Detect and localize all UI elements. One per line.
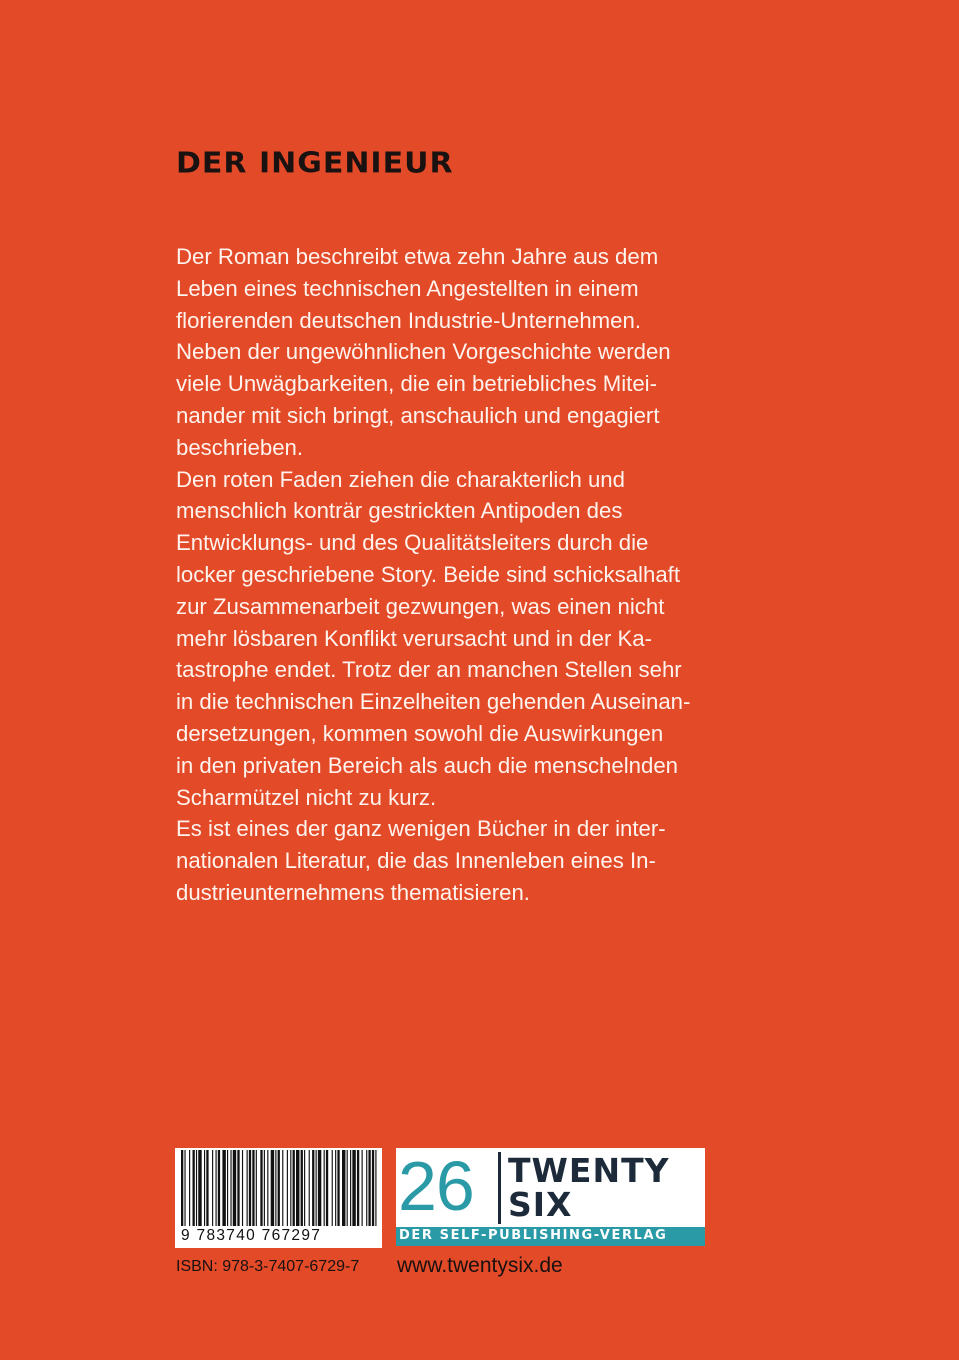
blurb-line: menschlich konträr gestrickten Antipoden des xyxy=(176,498,623,524)
blurb-line: beschrieben. xyxy=(176,434,304,460)
blurb-line: in die technischen Einzelheiten gehenden Auseinan- xyxy=(176,689,691,715)
barcode-bars-icon xyxy=(175,1148,382,1228)
blurb-line: Der Roman beschreibt etwa zehn Jahre aus dem xyxy=(176,244,659,269)
blurb-line: nander mit sich bringt, anschaulich und engagiert xyxy=(176,402,660,428)
blurb-line: viele Unwägbarkeiten, die ein betriebliches Mitei- xyxy=(176,371,657,397)
blurb-line: locker geschriebene Story. Beide sind schicksalhaft xyxy=(176,561,680,587)
logo-word-six: SIX xyxy=(508,1185,573,1224)
blurb-line: Scharmützel nicht zu kurz. xyxy=(176,784,437,810)
barcode xyxy=(175,1148,382,1248)
publisher-url: www.twentysix.de xyxy=(397,1254,563,1277)
blurb-line: zur Zusammenarbeit gezwungen, was einen nicht xyxy=(176,593,665,619)
logo-number: 26 xyxy=(398,1147,474,1225)
logo-tagline-bar xyxy=(396,1227,705,1246)
blurb-line: florierenden deutschen Industrie-Unternehmen. xyxy=(176,307,641,333)
blurb-line: in den privaten Bereich als auch die menschelnden xyxy=(176,752,679,778)
logo-divider xyxy=(498,1152,501,1224)
blurb-line: dersetzungen, kommen sowohl die Auswirkungen xyxy=(176,720,664,746)
isbn-label: ISBN: 978-3-7407-6729-7 xyxy=(176,1258,360,1275)
blurb-line: Entwicklungs- und des Qualitätsleiters durch die xyxy=(176,530,649,556)
blurb-text xyxy=(176,241,736,909)
blurb-line: mehr lösbaren Konflikt verursacht und in der Ka- xyxy=(176,625,653,651)
blurb-line: Es ist eines der ganz wenigen Bücher in der inter- xyxy=(176,816,666,842)
blurb-line: nationalen Literatur, die das Innenleben eines In- xyxy=(176,848,656,874)
logo-tagline: DER SELF-PUBLISHING-VERLAG xyxy=(399,1228,668,1243)
publisher-logo xyxy=(396,1148,705,1246)
barcode-number: 9 783740 767297 xyxy=(181,1227,322,1244)
blurb-line: Den roten Faden ziehen die charakterlich und xyxy=(176,466,625,492)
blurb-line: dustrieunternehmens thematisieren. xyxy=(176,879,530,905)
blurb-line: tastrophe endet. Trotz der an manchen Stellen sehr xyxy=(176,657,682,683)
blurb-line: Neben der ungewöhnlichen Vorgeschichte werden xyxy=(176,339,671,365)
book-title: DER INGENIEUR xyxy=(176,146,454,181)
blurb-line: Leben eines technischen Angestellten in einem xyxy=(176,275,639,301)
logo-word-twenty: TWENTY xyxy=(508,1151,670,1190)
